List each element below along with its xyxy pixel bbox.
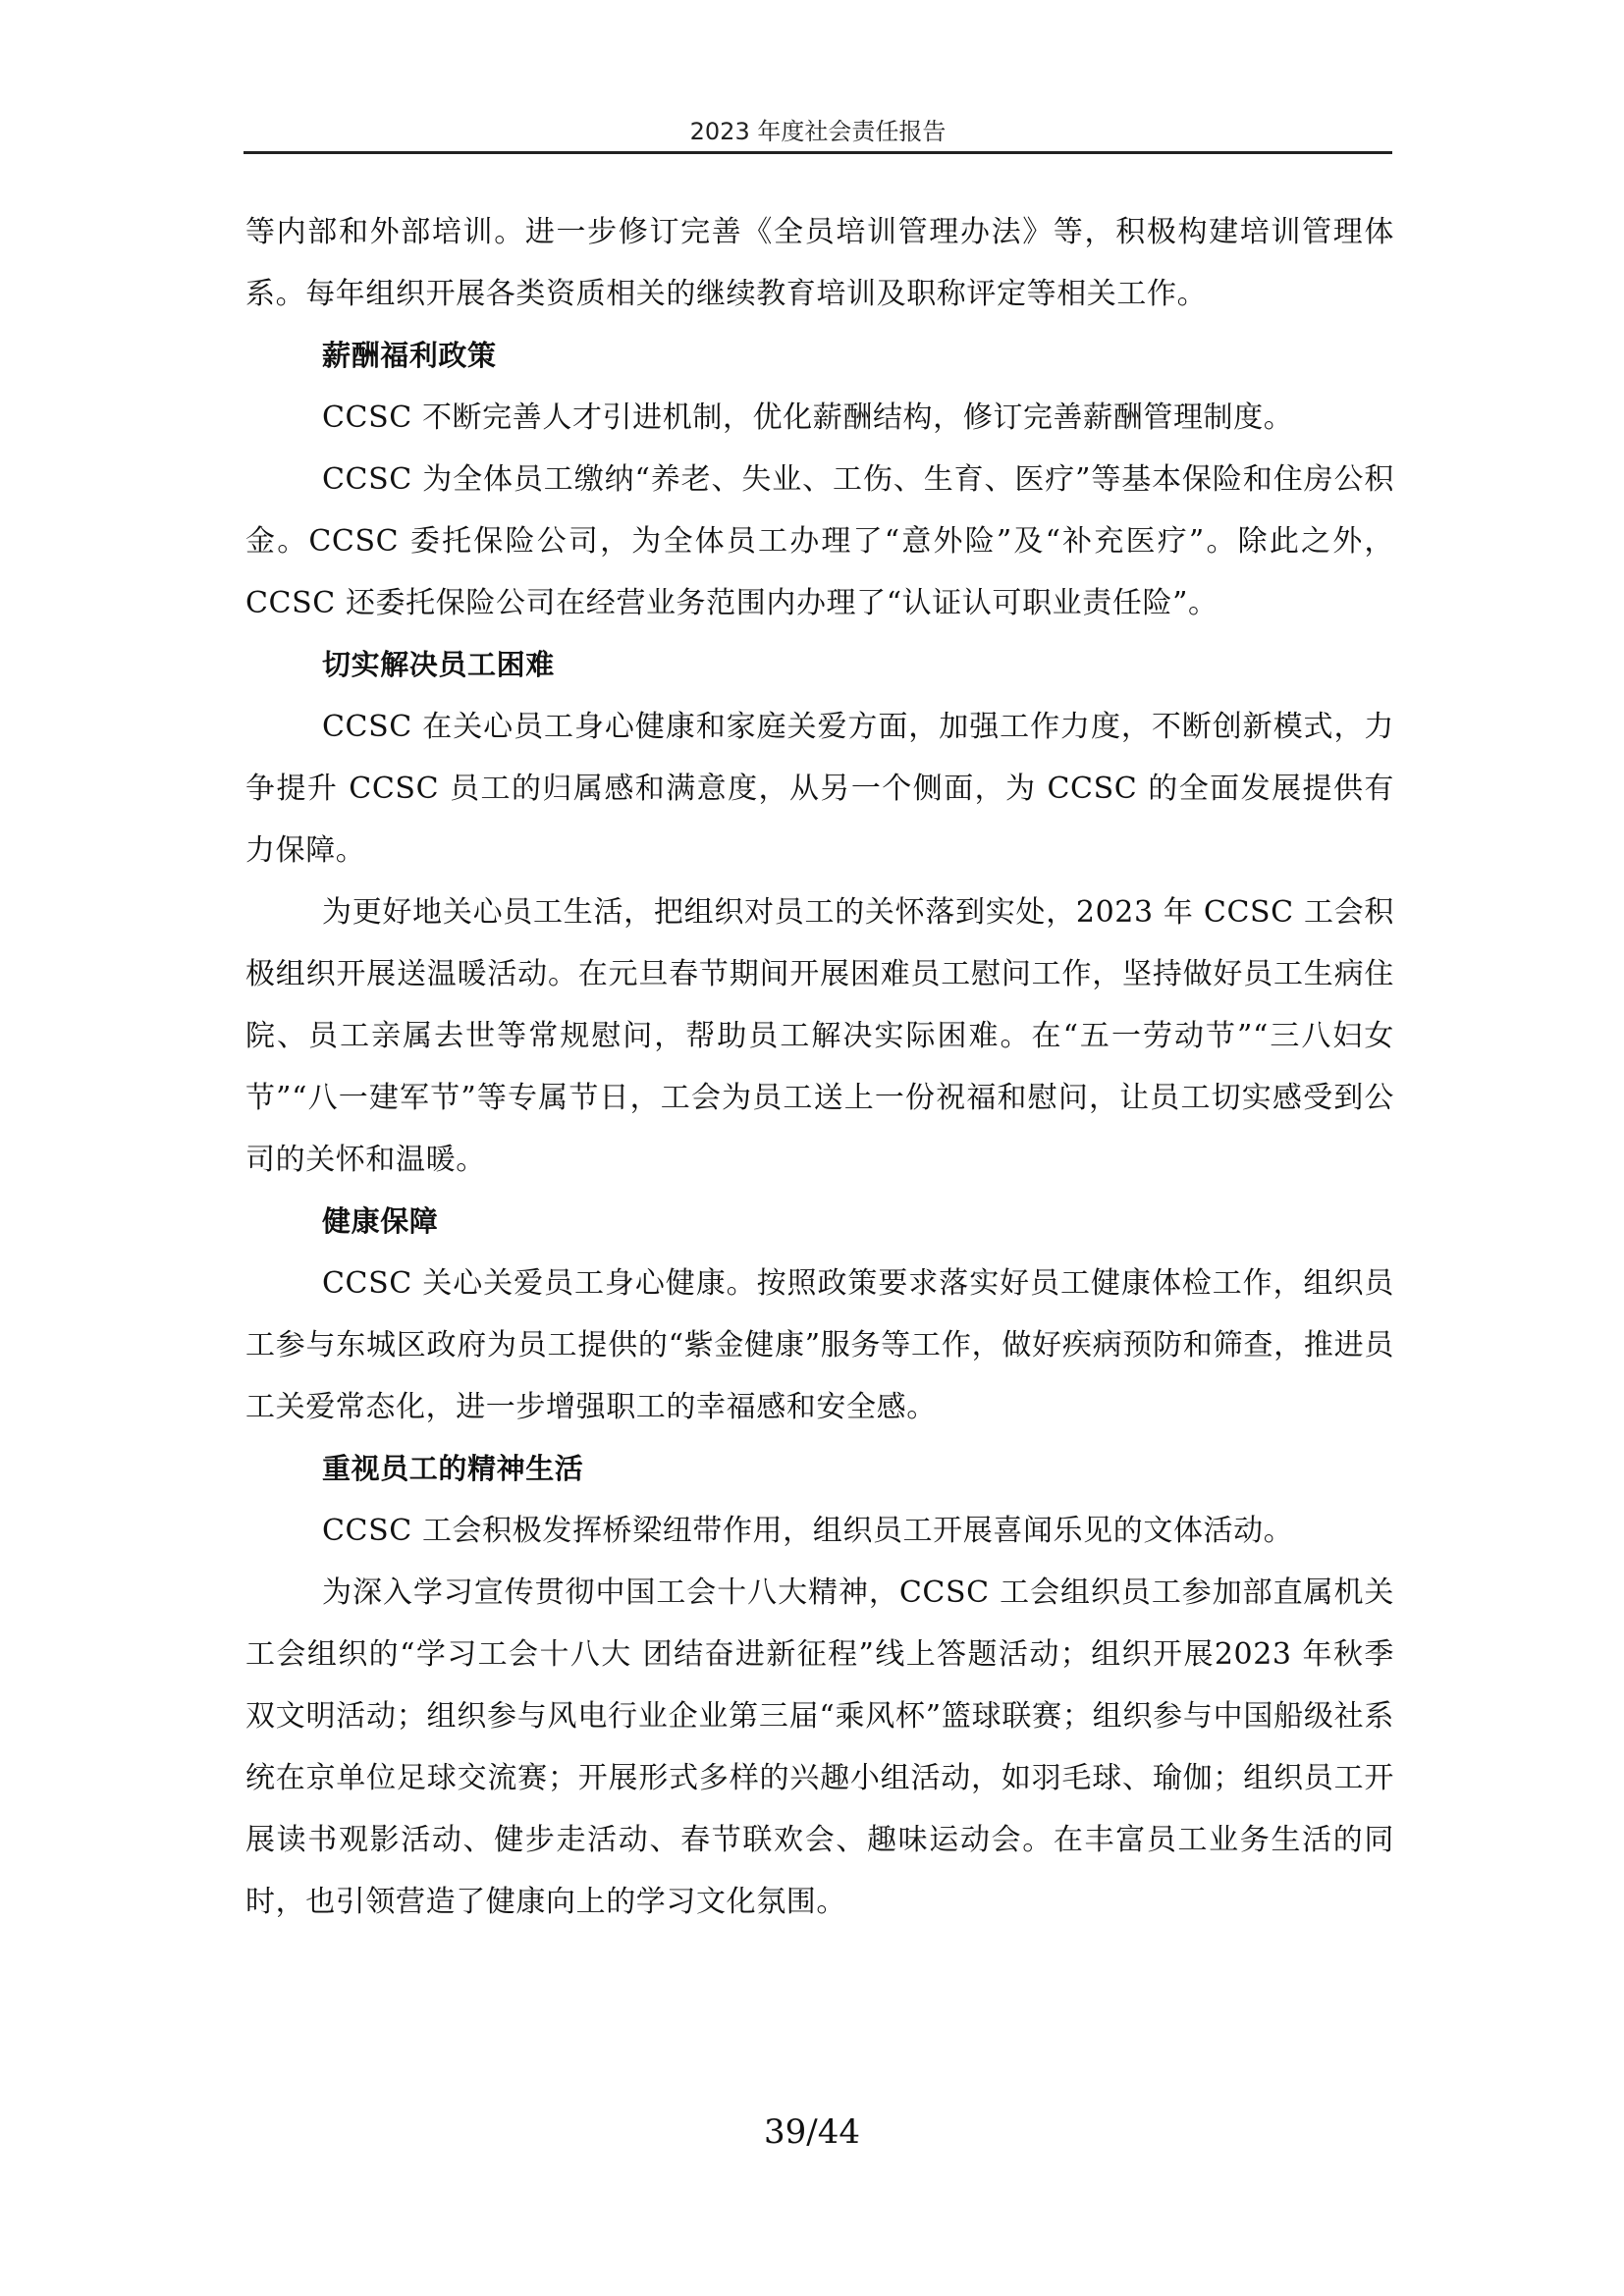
paragraph-spirit-1: CCSC 工会积极发挥桥梁纽带作用，组织员工开展喜闻乐见的文体活动。: [322, 1514, 1294, 1548]
paragraph-health: CCSC 关心关爱员工身心健康。按照政策要求落实好员工健康体检工作，组织员工参与东城区政府为员工提供的“紫金健康”服务等工作，做好疾病预防和筛查，推进员工关爱常态化，进一步增强职工的幸福感和安全感。: [245, 1266, 1394, 1424]
paragraph-salary-1: CCSC 不断完善人才引进机制，优化薪酬结构，修订完善薪酬管理制度。: [322, 400, 1294, 435]
paragraph-training-continuation: 等内部和外部培训。进一步修订完善《全员培训管理办法》等，积极构建培训管理体系。每年组织开展各类资质相关的继续教育培训及职称评定等相关工作。: [245, 215, 1394, 311]
header-divider: [244, 151, 1392, 154]
paragraph-difficulties-1: CCSC 在关心员工身心健康和家庭关爱方面，加强工作力度，不断创新模式，力争提升 CCSC 员工的归属感和满意度，从另一个侧面，为 CCSC 的全面发展提供有力保障。: [245, 710, 1394, 868]
report-header-title: 2023 年度社会责任报告: [689, 118, 947, 145]
page-number: 39/44: [764, 2112, 860, 2152]
heading-health: 健康保障: [322, 1204, 439, 1238]
heading-salary-welfare: 薪酬福利政策: [322, 339, 497, 372]
paragraph-spirit-2: 为深入学习宣传贯彻中国工会十八大精神，CCSC 工会组织员工参加部直属机关工会组织的“学习工会十八大 团结奋进新征程”线上答题活动；组织开展2023 年秋季双文明活动；组织参与风电行业企业第三届“乘风杯”篮球联赛；组织参与中国船级社系统在京单位足球交流赛；开展形式多样的兴趣小组活动，如羽毛球、瑜伽；组织员工开展读书观影活动、健步走活动、春节联欢会、趣味运动会。在丰富员工业务生活的同时，也引领营造了健康向上的学习文化氛围。: [245, 1575, 1394, 1919]
heading-employee-difficulties: 切实解决员工困难: [322, 648, 555, 681]
document-body: [245, 201, 1394, 1933]
paragraph-salary-2: CCSC 为全体员工缴纳“养老、失业、工伤、生育、医疗”等基本保险和住房公积金。CCSC 委托保险公司，为全体员工办理了“意外险”及“补充医疗”。除此之外，CCSC 还委托保险公司在经营业务范围内办理了“认证认可职业责任险”。: [245, 462, 1394, 620]
paragraph-difficulties-2: 为更好地关心员工生活，把组织对员工的关怀落到实处，2023 年 CCSC 工会积极组织开展送温暖活动。在元旦春节期间开展困难员工慰问工作，坚持做好员工生病住院、员工亲属去世等常规慰问，帮助员工解决实际困难。在“五一劳动节”“三八妇女节”“八一建军节”等专属节日，工会为员工送上一份祝福和慰问，让员工切实感受到公司的关怀和温暖。: [245, 895, 1394, 1177]
heading-spiritual-life: 重视员工的精神生活: [322, 1452, 584, 1485]
